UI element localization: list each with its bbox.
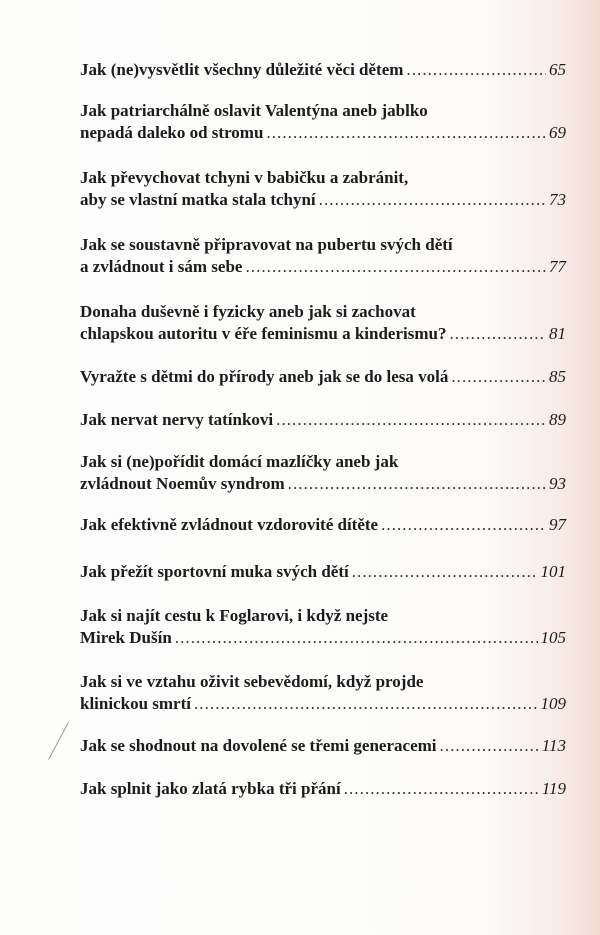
toc-entry [80,234,566,278]
dot-leader [406,59,546,81]
toc-entry-title: Jak splnit jako zlatá rybka tři přání [80,779,341,798]
toc-entry [80,167,566,211]
toc-entry [80,59,566,81]
toc-entry-title: zvládnout Noemův syndrom [80,474,285,493]
dot-leader [194,693,538,715]
toc-entry-line [80,234,566,256]
toc-entry-line [80,514,566,536]
toc-entry-title: Jak efektivně zvládnout vzdorovité dítěte [80,515,379,534]
dot-leader [266,122,546,144]
toc-entry-title: Jak převychovat tchyni v babičku a zabránit, [80,168,409,187]
toc-entry-line [80,323,566,345]
toc-entry-title: chlapskou autoritu v éře feminismu a kinderismu? [80,324,447,343]
toc-entry-title: Jak se shodnout na dovolené se třemi generacemi [80,736,437,755]
toc-entry-line [80,561,566,583]
dot-leader [319,189,546,211]
toc-page-number: 73 [549,190,566,209]
toc-entry-line [80,671,566,693]
toc-entry [80,100,566,144]
toc-entry-title: Jak přežít sportovní muka svých dětí [80,562,349,581]
toc-entry-line [80,451,566,473]
toc-page-number: 105 [540,628,566,647]
toc-entry-title: Jak patriarchálně oslavit Valentýna aneb jablko [80,101,428,120]
pen-mark [48,722,69,760]
toc-page-number: 77 [549,257,566,276]
toc-entry [80,301,566,345]
toc-entry-title: aby se vlastní matka stala tchyní [80,190,316,209]
toc-entry-line [80,735,566,757]
toc-entry-title: nepadá daleko od stromu [80,123,264,142]
dot-leader [175,627,538,649]
toc-entry-title: Jak se soustavně připravovat na pubertu svých dětí [80,235,453,254]
toc-entry-title: Donaha duševně i fyzicky aneb jak si zachovat [80,302,416,321]
toc-entry-title: Jak nervat nervy tatínkovi [80,410,274,429]
toc-entry-title: Jak (ne)vysvětlit všechny důležité věci dětem [80,60,404,79]
dot-leader [451,366,546,388]
toc-entry [80,561,566,583]
toc-entry-title: Jak si ve vztahu oživit sebevědomí, když projde [80,672,424,691]
toc-entry-line [80,301,566,323]
dot-leader [352,561,538,583]
toc-entry-line [80,256,566,278]
toc-entry-line [80,693,566,715]
dot-leader [440,735,539,757]
toc-page-number: 93 [549,474,566,493]
dot-leader [344,778,539,800]
toc-page-number: 109 [540,694,566,713]
toc-page-number: 65 [549,60,566,79]
toc-page-number: 81 [549,324,566,343]
toc-entry-line [80,627,566,649]
toc-page-number: 101 [540,562,566,581]
toc-entry-line [80,778,566,800]
toc-entry-line [80,122,566,144]
dot-leader [245,256,546,278]
dot-leader [449,323,546,345]
toc-entry-title: Jak si najít cestu k Foglarovi, i když nejste [80,606,389,625]
toc-entry-line [80,473,566,495]
toc-entry-line [80,189,566,211]
toc-entry [80,605,566,649]
toc-entry-title: a zvládnout i sám sebe [80,257,243,276]
toc-entry [80,671,566,715]
toc-page-number: 97 [549,515,566,534]
toc-entry-line [80,100,566,122]
toc-page-number: 89 [549,410,566,429]
toc-entry [80,451,566,495]
toc-entry-line [80,409,566,431]
toc-entry-line [80,59,566,81]
dot-leader [288,473,546,495]
toc-entry-line [80,167,566,189]
toc-entry [80,778,566,800]
toc-page-number: 85 [549,367,566,386]
toc-entry-line [80,366,566,388]
toc-page-number: 119 [541,779,566,798]
toc-entry [80,514,566,536]
toc-entry-line [80,605,566,627]
toc-entry-title: Vyražte s dětmi do přírody aneb jak se do lesa volá [80,367,449,386]
dot-leader [381,514,546,536]
toc-entry [80,409,566,431]
toc-entry-title: Jak si (ne)pořídit domácí mazlíčky aneb jak [80,452,399,471]
toc-entry-title: klinickou smrtí [80,694,191,713]
toc-entry [80,366,566,388]
toc-page-number: 113 [541,736,566,755]
toc-entry-title: Mirek Dušín [80,628,172,647]
dot-leader [276,409,546,431]
toc-page-number: 69 [549,123,566,142]
toc-entry [80,735,566,757]
